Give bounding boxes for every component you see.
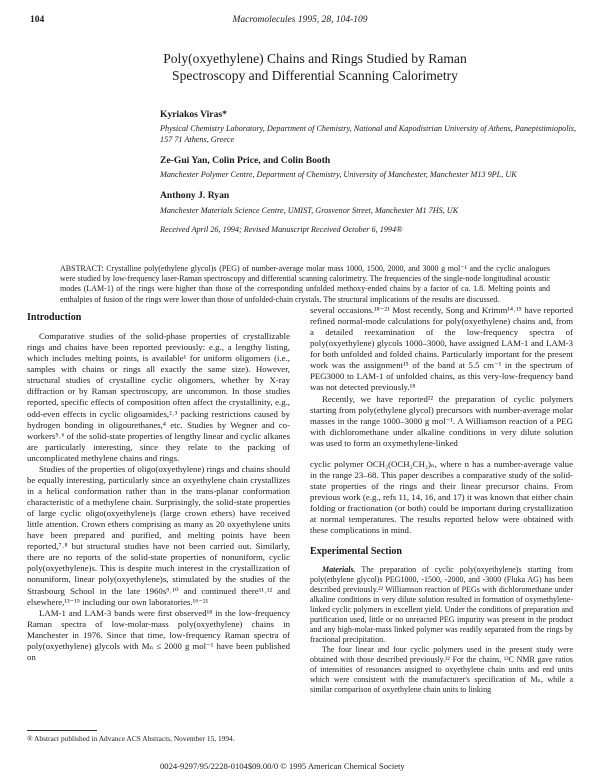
author-name: Kyriakos Viras*: [160, 109, 227, 120]
paragraph: several occasions.¹⁸⁻²¹ Most recently, Song and Krimm¹⁴˒¹⁵ have reported refined normal-mode calculations for poly(oxyethylene) chains and, from a detailed reexamination of the low-frequency spectra of poly(oxyethylene) glycols 1000–3000, have assigned LAM-1 and LAM-3 for both unfolded and folded chains. Particularly important for the present work was the assignment¹⁵ of the band at 5.5 cm⁻¹ in the spectrum of PEG3000 to LAM-1 of unfolded chains, as this very-low-frequency band was not detected previously.¹⁸: [310, 305, 573, 393]
received-dates: Received April 26, 1994; Revised Manuscript Received October 6, 1994®: [160, 225, 403, 235]
author-block: [160, 110, 580, 235]
right-column: [310, 305, 573, 695]
author-affiliation: Physical Chemistry Laboratory, Department of Chemistry, National and Kapodistrian University of Athens, Panepistimiopolis, 157 71 Athens, Greece: [160, 124, 577, 144]
section-heading-experimental: Experimental Section: [310, 546, 402, 558]
paragraph: Recently, we have reported²² the preparation of cyclic polymers starting from poly(ethylene glycol) precursors with number-average molar masses in the range 1000–3000 g mol⁻¹. A Williamson reaction of a PEG with dichloromethane under alkaline conditions in very dilute solution was used to form an oxymethylene-linked: [310, 393, 573, 448]
left-column: [27, 312, 290, 663]
paragraph: The preparation of cyclic poly(oxyethylene)s starting from poly(ethylene glycol)s PEG1000, -1500, -2000, and -3000 (Fluka AG) has been described previously.²² Williamson reaction of PEGs with dichloromethane under alkaline conditions in very dilute solution resulted in formation of oxymethylene-linked cyclic polymers in excellent yield. Under the conditions of preparation and purification used, little or no unreacted PEG impurity was present in the product and any high-molar-mass linked polymer was readily separated from the rings by fractional precipitation.: [310, 565, 574, 645]
paragraph: Comparative studies of the solid-phase properties of crystallizable rings and chains have been reported previously: e.g., a lengthy listing, which includes melting points, is available¹ for uniform oligomers (i.e., samples with chains or rings all exactly the same size). However, structural studies of crystalline cyclic oligomers, whether by X-ray diffraction or by Raman spectroscopy, are uncommon. In those studies reported, specific effects of composition often affect the crystallinity, e.g., odd-even effects in cyclic oligoamides,²˒³ packing restrictions caused by hydrogen bonding in oligourethanes,⁴ etc. Studies by Wegner and co-workers⁵˒⁶ of the solid-state properties of lengthy linear and cyclic alkanes are particularly interesting, since they relate to the packing of uncomplicated methylene chains and rings.: [27, 331, 290, 463]
paragraph: Studies of the properties of oligo(oxyethylene) rings and chains should be equally interesting, particularly since an oxyethylene chain crystallizes in a helical conformation rather than in the trans-planar conformation characteristic of a methylene chain. Surprisingly, the solid-state properties of large cyclic oligo(oxyethylene)s (large crown ethers) have received little attention. Crown ethers comprising as many as 20 oxyethylene units have been prepared and purified, and melting points have been reported,⁷˒⁸ but structural studies have not been carried out. Similarly, there are no reports of the solid-state properties of nonuniform, cyclic poly(oxyethylene)s. This is despite much interest in the crystallization of nonuniform, linear poly(oxyethylene)s, stimulated by the studies of the Strasbourg School in the late 1960s⁹˒¹⁰ and continued there¹¹˒¹² and elsewhere,¹³⁻¹⁵ including our own laboratories.¹⁶⁻²¹: [27, 463, 290, 607]
paragraph: The four linear and four cyclic polymers used in the present study were obtained with those described previously.²² For the chains, ¹³C NMR gave ratios of intensities of resonances assigned to oxyethylene chain units and end units which were consistent with the manufacturer's specification of Mₙ, while a similar comparison of oxyethylene chain units to linking: [310, 645, 573, 695]
paragraph: LAM-1 and LAM-3 bands were first observed¹⁸ in the low-frequency Raman spectra of low-molar-mass poly(oxyethylene) chains in Manchester in 1976. Since that time, low-frequency Raman spectra of poly(oxyethylene) glycols with Mₙ ≤ 2000 g mol⁻¹ have been published on: [27, 607, 290, 662]
author-name: Ze-Gui Yan, Colin Price, and Colin Booth: [160, 154, 331, 166]
subsection-heading-materials: Materials.: [322, 565, 356, 575]
footnote: ® Abstract published in Advance ACS Abstracts, November 15, 1994.: [27, 734, 235, 743]
author-name: Anthony J. Ryan: [160, 190, 230, 202]
paragraph: cyclic polymer OCH₂(OCH₂CH₂)ₙ, where n has a number-average value in the range 23–68. This paper describes a comparative study of the solid-state properties of the rings and their linear precursor chains. From previous work (e.g., refs 11, 14, 16, and 17) it was known that either chain folding or fractionation (or both) could be important during crystallization at normal temperatures. The results reported below were obtained with these complications in mind.: [310, 458, 573, 536]
section-heading-introduction: Introduction: [27, 312, 82, 323]
copyright-line: 0024-9297/95/2228-0104$09.00/0 © 1995 American Chemical Society: [160, 761, 405, 771]
paper-title: [70, 50, 560, 84]
abstract: ABSTRACT: Crystalline poly(ethylene glycol)s (PEG) of number-average molar mass 1000, 1500, 2000, and 3000 g mol⁻¹ and the cyclic analogues were studied by low-frequency laser-Raman spectroscopy and differential scanning calorimetry. The frequencies of the single-node longitudinal acoustic modes (LAM-1) of the rings were higher than those of the corresponding unfolded methoxy-ended chains by a factor of ca. 1.8. Melting points and enthalpies of fusion of the rings were lower than those of unfolded-chain crystals. The structural implications of the results are discussed.: [60, 264, 550, 304]
author-affiliation: Manchester Polymer Centre, Department of Chemistry, University of Manchester, Manchester M13 9PL, UK: [160, 170, 517, 180]
author-affiliation: Manchester Materials Science Centre, UMIST, Grosvenor Street, Manchester M1 7HS, UK: [160, 205, 459, 215]
running-header: [30, 15, 570, 29]
journal-citation: Macromolecules 1995, 28, 104-109: [232, 15, 368, 25]
footnote-rule: [27, 730, 97, 731]
title-line-2: Spectroscopy and Differential Scanning Calorimetry: [172, 68, 458, 83]
title-line-1: Poly(oxyethylene) Chains and Rings Studied by Raman: [163, 51, 467, 66]
page-number: 104: [30, 15, 45, 25]
